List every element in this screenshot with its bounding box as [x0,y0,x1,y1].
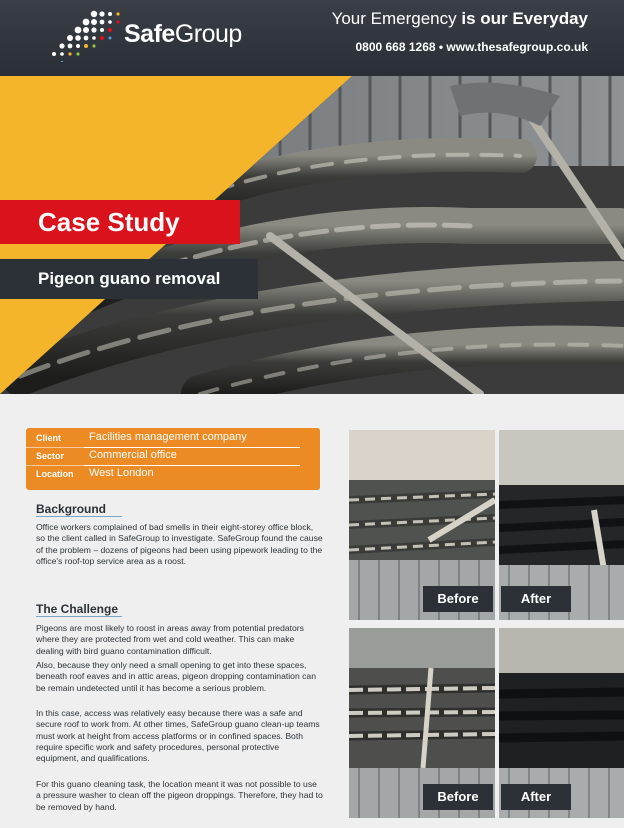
after-label: After [501,784,571,810]
info-value: Facilities management company [89,431,247,443]
contact-info[interactable]: 0800 668 1268 • www.thesafegroup.co.uk [355,40,588,54]
info-label: Location [36,469,74,479]
info-row-sector [26,448,320,466]
before-photo-top [349,430,495,620]
challenge-paragraph-1: Pigeons are most likely to roost in areas away from potential predators where they are protected from wet and cold weather. This can make dealing with bird guano contamination difficult. [36,623,304,656]
info-value: West London [89,467,154,479]
heading-underline [36,516,122,517]
challenge-heading: The Challenge [36,602,119,616]
heading-underline [36,616,122,617]
tagline: Your Emergency is our Everyday [331,9,588,28]
background-heading: Background [36,502,107,516]
before-label: Before [423,784,493,810]
before-label: Before [423,586,493,612]
project-info-box [26,428,320,490]
case-study-subtitle: Pigeon guano removal [0,259,258,299]
header-bar [0,0,624,76]
info-row-client [26,430,320,448]
after-photo-top [499,430,624,620]
hero-section [0,76,624,394]
after-photo-bottom [499,628,624,818]
info-value: Commercial office [89,449,177,461]
info-label: Client [36,433,62,443]
before-photo-bottom [349,628,495,818]
info-row-location [26,466,320,484]
challenge-paragraph-4: For this guano cleaning task, the location meant it was not possible to use a pressure washer to clean off the pigeon droppings. Therefore, they had to be removed by hand. [36,779,323,812]
challenge-paragraph-2: Also, because they only need a small opening to get into these spaces, beneath roof eaves and in attic areas, pigeon dropping contamination can be remain undetected until it has become a serious problem. [36,660,316,693]
after-label: After [501,586,571,612]
challenge-paragraph-3: In this case, access was relatively easy because there was a safe and secure roof to work from. At other times, SafeGroup guano clean-up teams must work at height from access platforms or in confined spaces. Both require specific work and safety procedures, personal protective equipment, and qualifications. [36,708,320,764]
background-paragraph: Office workers complained of bad smells in their eight-storey office block, so the client called in SafeGroup to investigate. SafeGroup found the cause of the problem – dozens of pigeons had been using pipework leading to the office's roof-top service area as a roost. [36,522,323,566]
info-label: Sector [36,451,65,461]
safegroup-logo-icon [38,6,122,62]
case-study-title: Case Study [0,200,240,244]
brand-name: SafeGroup [124,20,242,48]
